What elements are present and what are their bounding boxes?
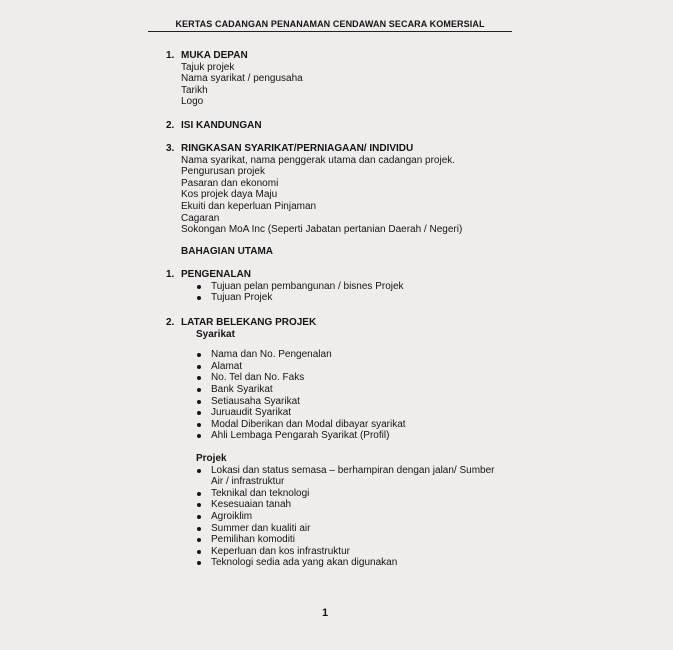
bullet-icon: [197, 400, 201, 404]
bullet-icon: [197, 492, 201, 496]
bullet-icon: [197, 538, 201, 542]
section-line: Nama syarikat, nama penggerak utama dan cadangan projek.: [181, 154, 456, 166]
section-line: Sokongan MoA Inc (Seperti Jabatan pertanian Daerah / Negeri): [181, 224, 463, 236]
bullet-icon: [197, 353, 201, 357]
list-item: Setiausaha Syarikat: [197, 396, 495, 408]
section-latar-belakang: [181, 317, 495, 569]
section-muka-depan: [181, 50, 303, 108]
list-item: Lokasi dan status semasa – berhampiran dengan jalan/ Sumber: [197, 465, 495, 477]
list-item: Teknikal dan teknologi: [197, 488, 495, 500]
main-heading: BAHAGIAN UTAMA: [181, 246, 274, 257]
section-line: Nama syarikat / pengusaha: [181, 73, 303, 85]
page-number: 1: [322, 607, 329, 619]
section-title: RINGKASAN SYARIKAT/PERNIAGAAN/ INDIVIDU: [181, 143, 414, 154]
bullet-icon: [197, 434, 201, 438]
list-item: Summer dan kualiti air: [197, 523, 495, 535]
list-item: Kesesuaian tanah: [197, 499, 495, 511]
bullet-icon: [197, 423, 201, 427]
list-item-continuation: Air / infrastruktur: [211, 476, 285, 488]
section-line: Kos projek daya Maju: [181, 189, 278, 201]
section-line: Tarikh: [181, 84, 208, 96]
section-title: MUKA DEPAN: [181, 50, 248, 61]
list-item: Nama dan No. Pengenalan: [197, 349, 495, 361]
list-item: Ahli Lembaga Pengarah Syarikat (Profil): [197, 430, 495, 442]
list-item: Tujuan Projek: [197, 292, 404, 304]
section-line: Logo: [181, 96, 204, 108]
subgroup-label-projek: Projek: [196, 452, 227, 464]
section-line: Cagaran: [181, 212, 220, 224]
bullet-icon: [197, 515, 201, 519]
section-line: Tajuk projek: [181, 61, 235, 73]
subgroup-label-syarikat: Syarikat: [196, 328, 235, 340]
bullet-icon: [197, 388, 201, 392]
section-title: PENGENALAN: [181, 269, 252, 280]
bullet-icon: [197, 503, 201, 507]
list-item: Pemilihan komoditi: [197, 534, 495, 546]
bullet-icon: [197, 550, 201, 554]
bullet-icon: [197, 411, 201, 415]
bullet-icon: [197, 365, 201, 369]
section-number: 2.: [166, 317, 175, 328]
bullet-list-syarikat: [197, 349, 495, 442]
section-number: 1.: [166, 50, 175, 61]
section-title: LATAR BELEKANG PROJEK: [181, 317, 317, 328]
section-number: 2.: [166, 120, 175, 131]
bullet-icon: [197, 561, 201, 565]
bullet-icon: [197, 296, 201, 300]
section-pengenalan: [181, 269, 404, 304]
section-ringkasan: [181, 143, 462, 236]
list-item: Teknologi sedia ada yang akan digunakan: [197, 557, 495, 569]
list-item: Alamat: [197, 361, 495, 373]
bullet-icon: [197, 527, 201, 531]
bullet-icon: [197, 285, 201, 289]
list-item: No. Tel dan No. Faks: [197, 372, 495, 384]
section-number: 1.: [166, 269, 175, 280]
bullet-list: [197, 281, 404, 304]
list-item: Tujuan pelan pembangunan / bisnes Projek: [197, 281, 404, 293]
document-header: KERTAS CADANGAN PENANAMAN CENDAWAN SECARA KOMERSIAL: [148, 18, 512, 32]
list-item: Modal Diberikan dan Modal dibayar syarikat: [197, 419, 495, 431]
list-item: Keperluan dan kos infrastruktur: [197, 546, 495, 558]
section-line: Pasaran dan ekonomi: [181, 177, 279, 189]
list-item: Agroiklim: [197, 511, 495, 523]
bullet-icon: [197, 376, 201, 380]
section-number: 3.: [166, 143, 175, 154]
list-item: Juruaudit Syarikat: [197, 407, 495, 419]
bullet-icon: [197, 469, 201, 473]
section-isi-kandungan-title: ISI KANDUNGAN: [181, 120, 262, 131]
section-line: Ekuiti dan keperluan Pinjaman: [181, 200, 317, 212]
bullet-list-projek: [197, 465, 495, 569]
list-item: Bank Syarikat: [197, 384, 495, 396]
section-line: Pengurusan projek: [181, 166, 265, 178]
